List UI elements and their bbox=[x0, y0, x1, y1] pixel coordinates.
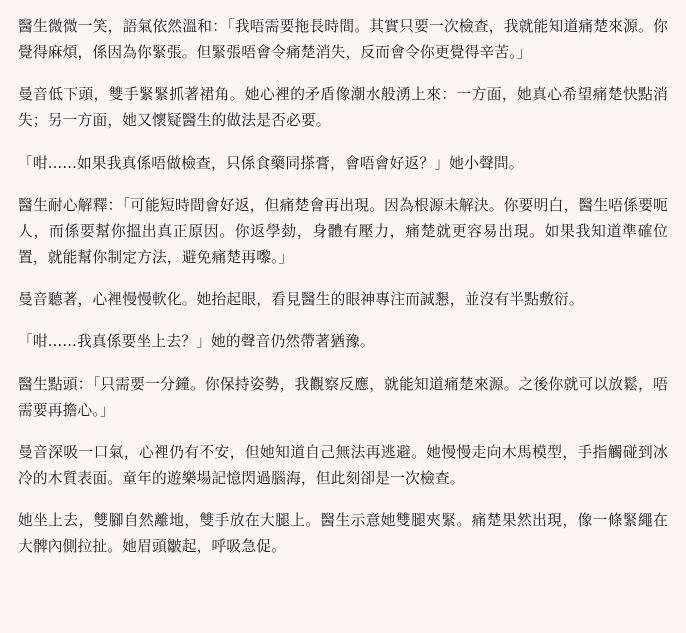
paragraph: 她坐上去，雙腳自然離地，雙手放在大腿上。醫生示意她雙腿夾緊。痛楚果然出現，像一條緊繩在大髀內側拉扯。她眉頭皺起，呼吸急促。 bbox=[18, 512, 668, 556]
paragraph: 「咁......如果我真係唔做檢查，只係食藥同搽膏，會唔會好返？」她小聲問。 bbox=[18, 154, 524, 172]
paragraph: 曼音低下頭，雙手緊緊抓著裙角。她心裡的矛盾像潮水般湧上來：一方面，她真心希望痛楚快點消失；另一方面，她又懷疑醫生的做法是否必要。 bbox=[18, 86, 668, 130]
paragraph: 醫生耐心解釋：「可能短時間會好返，但痛楚會再出現。因為根源未解決。你要明白，醫生唔係要呃人，而係要幫你搵出真正原因。你返學勎，身體有壓力，痛楚就更容易出現。如果我知道準確位置，就能幫你制定方法，避免痛楚再嚟。」 bbox=[18, 196, 668, 267]
paragraph: 醫生微微一笑，語氣依然溫和：「我唔需要拖長時間。其實只要一次檢查，我就能知道痛楚來源。你覺得麻煩，係因為你緊張。但緊張唔會令痛楚消失，反而會令你更覺得辛苦。」 bbox=[18, 18, 668, 62]
paragraph: 曼音深吸一口氣，心裡仍有不安，但她知道自己無法再逃避。她慢慢走向木馬模型，手指觸碰到冰冷的木質表面。童年的遊樂場記憶閃過腦海，但此刻卻是一次檢查。 bbox=[18, 443, 668, 488]
paragraph: 醫生點頭：「只需要一分鐘。你保持姿勢，我觀察反應，就能知道痛楚來源。之後你就可以放鬆，唔需要再擔心。」 bbox=[18, 375, 668, 419]
paragraph: 「咁......我真係要坐上去？」她的聲音仍然帶著猶豫。 bbox=[18, 333, 375, 351]
paragraph: 曼音聽著，心裡慢慢軟化。她抬起眼，看見醫生的眼神專注而誠懇，並沒有半點敷衍。 bbox=[18, 291, 584, 309]
